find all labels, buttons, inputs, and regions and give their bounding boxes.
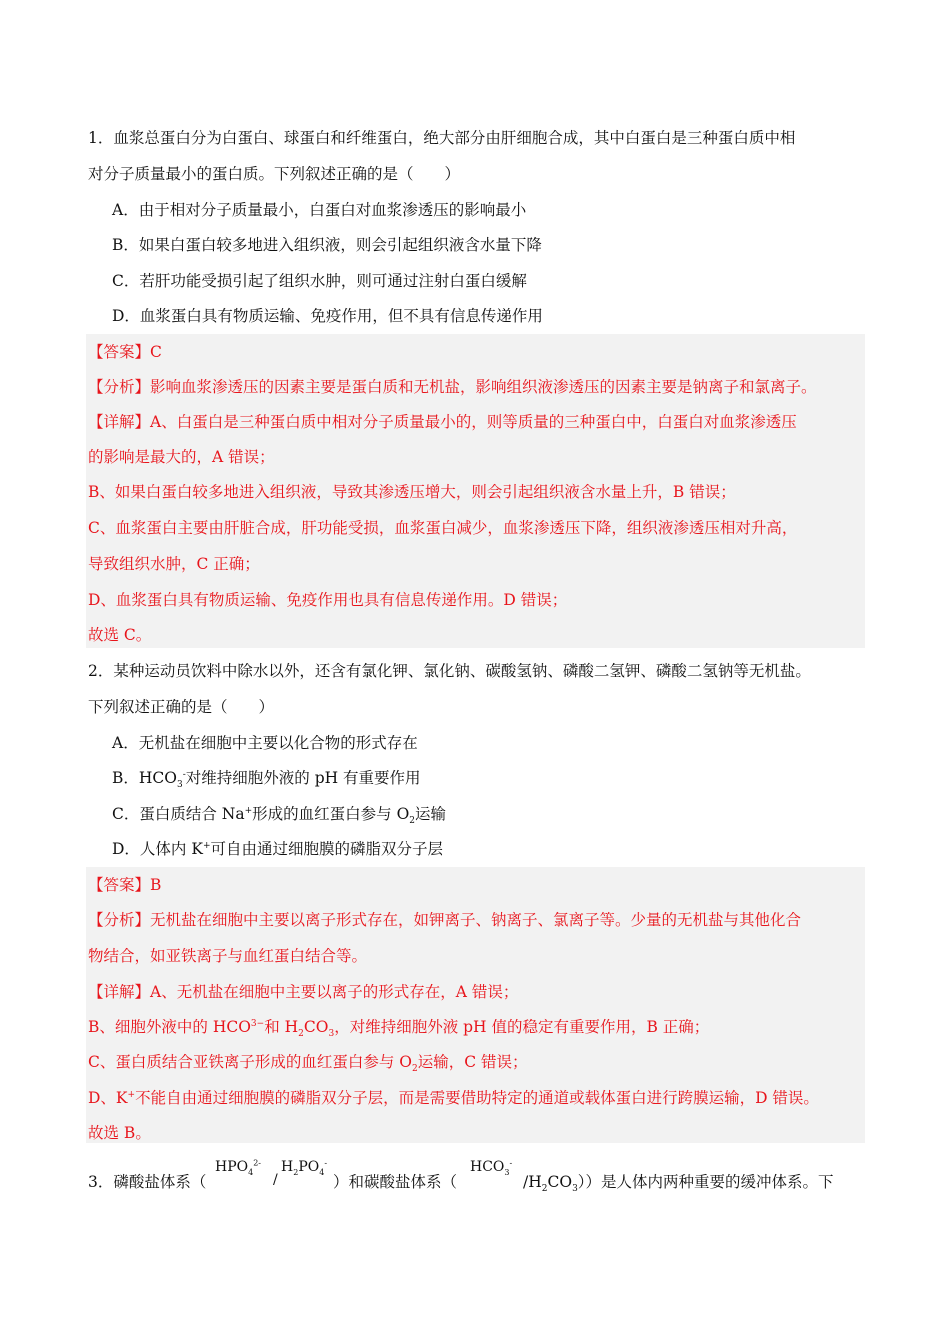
q1-stem-line2: 对分子质量最小的蛋白质。下列叙述正确的是（ ） [88, 165, 461, 183]
q2-detail-line2: B、细胞外液中的 $HCO^{3-}$和 $H_2CO_3$，对维持细胞外液 pH 值的稳定有重要作用，B 正确； [88, 1018, 710, 1040]
q1-stem-line1: 1．血浆总蛋白分为白蛋白、球蛋白和纤维蛋白，绝大部分由肝细胞合成，其中白蛋白是三种蛋白质中相 [88, 129, 796, 147]
q2-option-c: C．蛋白质结合 Na+形成的血红蛋白参与 $O_2$运输 [112, 805, 447, 827]
q1-answer: 【答案】C [88, 343, 162, 361]
q1-option-d: D．血浆蛋白具有物质运输、免疫作用，但不具有信息传递作用 [112, 307, 543, 325]
q1-detail-line2: 的影响是最大的，A 错误； [88, 448, 275, 466]
q1-option-b: B．如果白蛋白较多地进入组织液，则会引起组织液含水量下降 [112, 236, 542, 254]
q2-answer: 【答案】B [88, 876, 162, 894]
q2-analysis-line1: 【分析】无机盐在细胞中主要以离子形式存在，如钾离子、钠离子、氯离子等。少量的无机盐与其他化合 [88, 911, 802, 929]
q3-stem-mid: ）和碳酸盐体系（ [333, 1173, 458, 1191]
q2-option-a: A．无机盐在细胞中主要以化合物的形式存在 [112, 734, 418, 752]
q2-stem-line1: 2．某种运动员饮料中除水以外，还含有氯化钾、氯化钠、碳酸氢钠、磷酸二氢钾、磷酸二氢钠等无机盐。 [88, 662, 811, 680]
q1-detail-line3: B、如果白蛋白较多地进入组织液，导致其渗透压增大，则会引起组织液含水量上升，B 错误； [88, 483, 736, 501]
q3-formula-h2po4: $H_2PO_4^-$ [281, 1158, 328, 1177]
q1-option-a: A．由于相对分子质量最小，白蛋白对血浆渗透压的影响最小 [112, 201, 527, 219]
q2-analysis-line2: 物结合，如亚铁离子与血红蛋白结合等。 [88, 947, 368, 965]
q2-detail-line4: D、K+不能自由通过细胞膜的磷脂双分子层，而是需要借助特定的通道或载体蛋白进行跨膜运输，D 错误。 [88, 1089, 819, 1107]
q1-detail-line5: 导致组织水肿，C 正确； [88, 555, 260, 573]
q3-formula-slash: / [273, 1172, 278, 1188]
q2-option-d: D．人体内 K+可自由通过细胞膜的磷脂双分子层 [112, 840, 443, 858]
q2-detail-line3: C、蛋白质结合亚铁离子形成的血红蛋白参与 $O_2$运输，C 错误； [88, 1053, 528, 1075]
q3-stem-pre: 3．磷酸盐体系（ [88, 1173, 207, 1191]
q3-formula-hpo4: $HPO_4^{2-}$ [215, 1158, 261, 1177]
q2-option-b: B．$HCO_3^-$对维持细胞外液的 pH 有重要作用 [112, 769, 421, 791]
q1-detail-line7: 故选 C。 [88, 626, 152, 644]
q2-detail-line5: 故选 B。 [88, 1124, 151, 1142]
q2-stem-line2: 下列叙述正确的是（ ） [88, 698, 275, 716]
q1-detail-line6: D、血浆蛋白具有物质运输、免疫作用也具有信息传递作用。D 错误； [88, 591, 568, 609]
q2-detail-line1: 【详解】A、无机盐在细胞中主要以离子的形式存在，A 错误； [88, 983, 519, 1001]
q3-formula-hco3: $HCO_3^-$ [470, 1158, 513, 1177]
q3-stem-end: $/H_2CO_3$））是人体内两种重要的缓冲体系。下 [523, 1173, 834, 1195]
q1-detail-line1: 【详解】A、白蛋白是三种蛋白质中相对分子质量最小的，则等质量的三种蛋白中，白蛋白对血浆渗透压 [88, 413, 797, 431]
q1-analysis: 【分析】影响血浆渗透压的因素主要是蛋白质和无机盐，影响组织液渗透压的因素主要是钠离子和氯离子。 [88, 378, 817, 396]
q1-option-c: C．若肝功能受损引起了组织水肿，则可通过注射白蛋白缓解 [112, 272, 527, 290]
q1-detail-line4: C、血浆蛋白主要由肝脏合成，肝功能受损，血浆蛋白减少，血浆渗透压下降，组织液渗透压相对升高， [88, 519, 798, 537]
